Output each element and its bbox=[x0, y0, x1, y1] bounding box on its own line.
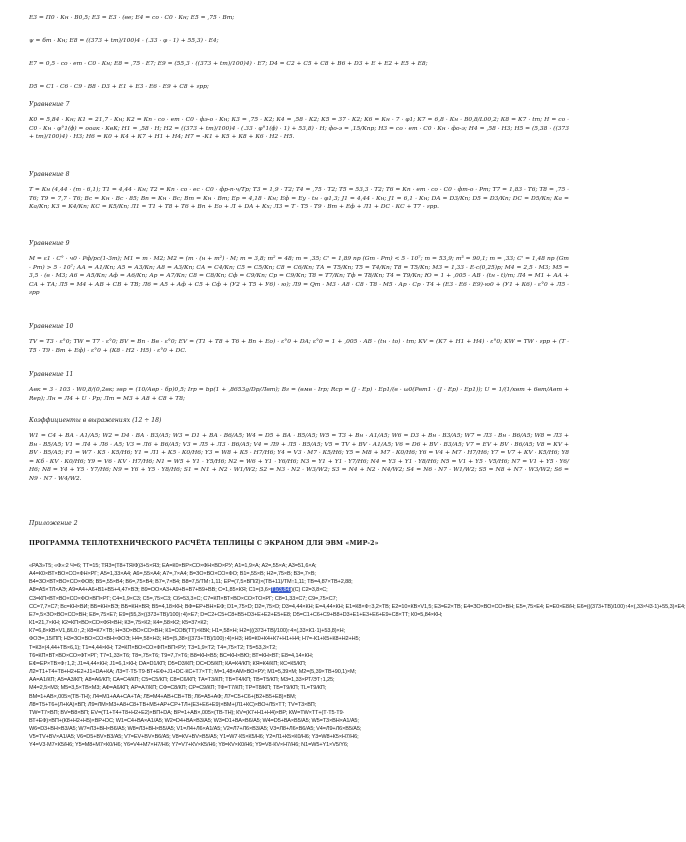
formula-paragraph: Т = Кн (4,44 · (т · 6,1); Т1 = 4,44 · Кн; Т2 = Кп · со · ес · С0 · фр-п·ч/Тр; Т3 = 1,9 · Т2; Т4 = ,75 · Т2; Т5 = 53,3 · Т2; Т6 = Кп · ет · со · С0 · фт-о · Рт; Т7 = 1,83 · Т6; Т8 = ,75 · Т6; Т9 = 7,7 · Т6; Вс = Кн · Вс · 85; Вп = Кн · Вс; Вт = Кн · Вт; Ер = 4,18 · Кн; Еф = Еу · tн · φ1,3; J1 = 4,44 · Кн; J1 = 6,1 · Кн; DA = D3/Кп; D5 = D3/Кп; DC = D5/Кп; Ка = Ка/Кп; К3 = К4/Кп; КС = К5/Кп; Л1 = Т1 + Т8 + Т6 + Вп + Ео + Л + DA + Кх; Л3 = Т · Т5 · Т9 · Вт + Еф + Л1 + DC · КС + Т7 · грр. bbox=[29, 187, 569, 211]
code-line: К1=21,7×КН; К2=КП×ВО×СО×ФЯ×ВН; К3=,75×К2; К4=,58×К2; К5=37×К2; bbox=[29, 620, 208, 627]
code-line: Л8=Т5+Т6+(Л+КА)×ВП; Л9=ЛМ×М3+А8+С8+ТВ+М5+АР+СР+ТЛ+(Е3+Е6+Е9)×ВМ+(Л1+КС)×ВО+Л5×ТТ; ТV=Т3×ВП; bbox=[29, 701, 317, 708]
section-heading: Коэффициенты в выражениях (12 ÷ 18) bbox=[29, 417, 162, 424]
selected-text-highlight[interactable]: Т1(3,84) bbox=[270, 587, 292, 594]
code-line: ВТ+ЕФ)×ВП+(К8+Н2+Н5)×ВР+DC; W1=С4+ВА×А1/А5; W2=D4+ВА×В3/А5; W3=D1+ВА×В6/А5; W4=D5+ВА×В5/А5; W5=Т3×ВН×А1/А5; bbox=[29, 717, 359, 724]
code-text: )(С) С2=3,8×С; bbox=[291, 587, 328, 594]
formula-line: Е3 = П0 · Кн · В0,5; Е3 = Е3 · (ве; Е4 = со · С0 · Кн; Е5 = ,75 · Вт; bbox=[29, 15, 235, 21]
section-heading: Уравнение 7 bbox=[29, 101, 70, 108]
code-line: С3=КП×ВТ×ВО×СО×ФО×ВП×РГ; С4=1,9×С3; С5=,75×С3; С6=53,3×С; С7=КП×ВТ×ВО×СО×ТО×РГ; С8=1,33×С7; С9=,75×С7; bbox=[29, 595, 338, 602]
formula-line: Е7 = 0,5 · со · ет · С0 · Кн; Е8 = ,75 · Е7; Е9 = (55,3 · ((373 + tт)/100)4) · Е7; D4 = С2 + С5 + С8 + В6 + D3 + Е + Е2 + Е5 + Е8; bbox=[29, 61, 428, 67]
code-line: М4=2,5×М3; М5=3,5×ТВ×М3; АФ=А6/КП; АР=А7/КП; СФ=С8/КП; СР=С9/КП; ТФ=Т7/КП; ТР=Т8/КП; ТБ=Т9/КП; ТL=Т9/КП; bbox=[29, 685, 327, 692]
code-line: ЕФ=ЕР×ТВ×Ф↑1,2; J1=4,44×КН; J1=6,1×КН; DA=D1/КП; D5=D3/КП; DC=D5/КП; КА=К4/КП; КЯ=К4/КП; КС=К5/КП; bbox=[29, 660, 307, 667]
code-line: Т6=КП×ВТ×ВО×СО×ФТ×РГ; Т7=1,33×Т6; Т8=,75×Т6; Т9=7,7×Т6; В8=КН×В5; ВС=КН×ВЮ; ВТ=КН×ВТ; Е8=4,14×КН; bbox=[29, 652, 314, 659]
section-heading: Уравнение 9 bbox=[29, 240, 70, 247]
code-line: W6=D3+ВН×В3/А5; W7=Л3+ВН×В6/А5; W8=Л3+ВН×В5/А5; V1=Л4+Л6×А1/А5; V2=Л7+Л6×В3/А5; V3=Л8+Л6×В6/А5; V4=Л9+Л6×В5/А5; bbox=[29, 726, 362, 733]
formula-line: D5 = С1 · С6 · С9 · В8 · D3 + Е1 + Е3 · Е6 · Е9 + С8 + грр; bbox=[29, 84, 209, 90]
code-line: АА=А1/КП; А5=А3/КП; А8=А6/КП; СА=С4/КП; С5=С5/КП; С8=С6/КП; ТА=Т3/КП; ТБ=Т4/КП; ТВ=Т5/КП; М3=1,33×РТ/ЭТ↑1,25; bbox=[29, 677, 335, 684]
code-line: «РАЗ»Т5; «Ф»:2 Ч=6; ТТ=15; ТЯ3=(Т8+ТЯ/Ф)3+5×Я3; ЕА=К0×ВР×СО×ФН×ВО×РУ; А1=1,9×А; А2=,55×А; А3=51,6×А; bbox=[29, 563, 317, 569]
code-line: Y4=V3·М7×К5/Н6; Y5=М8+М7×К0/Н6; Y6=V4+М7×Н7/Н6; Y7=V7+КV×К5/Н6; Y8=КV×К0/Н6; Y9=V8·КV×Н7/Н6; N1=W5+Y1×V5/Y6; bbox=[29, 742, 349, 749]
code-line: Т=К3×(4,44+ТВ×6,1); Т1=4,44×КН; Т2=КП×ВО×СО×ФП×ВП×РУ; Т3=1,9×Т2; Т4=,75×Т2; Т5=53,3×Т2; bbox=[29, 644, 277, 651]
program-listing bbox=[29, 562, 686, 750]
formula-paragraph: ТV = Т3 · ε°0; ТW = Т7 · ε°0; ВV = Вп · Вв · ε°0; ЕV = (Т1 + Т8 + Т6 + Вп + Ео) · ε°0 + DA; ε°0 = 1 + ,005 · АВ · (tн · tо) · tт; КV = (К7 + Н1 + Н4) · ε°0; КW = ТW · грр + (Т · Т5 · Т9 · Вт + Еф) · ε°0 + (К8 · Н2 · Н5) · ε°0 + DC. bbox=[29, 339, 569, 354]
code-line: К7=6,8×КВ×V1,8/L0↑,2; К8=К7×ТВ; Н=ЗО×ВО×СО×ВН; К1=СОВ(ТТ)×КВК; Н1=,58×Н; Н2=(((373+ТВ)/100)↑4×(,33×К1·1)+53,8)×Н; bbox=[29, 628, 346, 635]
formula-paragraph: М = ε1 · С° · ч0 · Рф/рс(1-3m); М1 = m · М2; М2 = (m · (н + m²) · М; m = 3,8; m² = 48; m = ,35; С' = 1,89 пр (Gт · Рт) < 5 · 10⁷; m = 53,9; m³ = 90,1; m = ,33; С' = 1,48 пр (Gт · Рт) > 5 · 10⁷; АА = А1/Кп; А5 = А3/Кп; А8 = А3/Кп; СА = С4/Кп; С5 = С5/Кп; С8 = С6/Кп; ТА = Т5/Кп; Т5 = Т4/Кп; Т8 = Т5/Кп; М3 = 1,33 · Е·с(0,25)р; М4 = 2,5 · М3; М5 = 3,5 · (в · М3; А6 = А5/Кп; Аф = А6/Кп; Ар = А7/Кп; С8 = С8/Кп; Сф = С9/Кп; Ср = С9/Кп; Т8 = Т7/Кп; Тф = Т8/Кп; Т4 = Т9/Кп; Ю = 1 + ,005 · АВ · (tн - t)/т; Л4 = М1 + АА + СА + ТА; Л5 = М4 + АВ + СВ + ТВ; Л6 = А5 + Аф + С5 + Сф + (У2 + Т5 + У6) · ю); Л9 = Qт · М3 · А8 · С8 · Т8 · М5 · Ар · Ср · Т4 + (Е3 · Е6 · Е9)·ю0 + (У1 + К6) · ε°0 + Л5 · грр bbox=[29, 256, 569, 297]
formula-paragraph: К0 = 5,84 · Кн; К1 = 21,7 · Кн; К2 = Кп · со · ет · С0 · фэ-о · Кн; К3 = ,75 · К2; К4 = ,58 · К2; К5 = 37 · К2; К6 = Кн · 7 · φ1; К7 = 6,8 · Кн · В0,8/L00,2; К8 = К7 · tт; Н = со · С0 · Кн · φ°1(ϕ) = ооак · КвК; Н1 = ,58 · Н; Н2 = ((373 + tт)/100)4 · (.33 · φ°1(ϕ) · 1) + 53,8) · Н; фо-э = ,15/Кпр; Н3 = со · ет · С0 · Кн · фо-э; Н4 = ,58 · Н3; Н5 = (5,38 · ((373 + tт)/100)4) · Н3; Н6 = К0 + К4 + К7 + Н1 + Н4; Н7 = -К1 + К5 + К8 + К6 · Н2 · Н5. bbox=[29, 117, 569, 141]
code-line: А4=К0×ВТ×ВО×СО×ФН×РГ; А5=1,33×А4; А6=,55×А4; А7=,7×А4; В=ЗО×ВО×СО×ФО; В1=,55×В; Н2=,75×В; В3=,7×В; bbox=[29, 571, 316, 578]
formula-line: ψ = бт · Кн; Е8 = ((373 + tт)/100)4 · (.33 · φ · 1) + 55,3) · Е4; bbox=[29, 38, 219, 44]
code-line: В4=ЗО×ВТ×ВО×СО×ФОВ; В5=,55×В4; В6=,75×В4; В7=,7×В4; В8=7,5/ТМ↑1,11; ЕР=(7,5×ВП/2)×(ТВ+11)/ТМ↑1,11; ТВ=4,87×ТВ+2,88; bbox=[29, 579, 353, 586]
code-text: А8=А5×ТЛ×АЭ; А9=А4+А6+В1+В5+4,47×ВЭ; В9=ОО×А3+А9+В+В7+В9+ВВ; С=1,85×КЯ; С1=(3,6× bbox=[29, 587, 271, 594]
code-line bbox=[29, 586, 570, 594]
code-line: СС=7,7×С7; Вс=КН×ВИ; ВБ=КН×ВЭ; ВБ=КН×ВЯ; В5=4,18×КН; ВФ=ЕР+ВН×ЕФ; D1=,75×D; D2=,75×D; D3=4,44×КН; Е=4,44×КН; Е1=К8×Ф↑3,2×ТВ; Е2=10×КВ×V1,5; Е3=Е2×ТВ; Е4=ЗО×ВО×СО×ВН; Е5=,75×Е4; Е=Е0×Е8/Н; Е6=(((373+ТВ)/100)↑4×(,33×Ч3·1)+55,3)×Е4; bbox=[29, 603, 686, 610]
code-line: ВМ=1+АВ×,005×(ТВ-ТН); Л4=М1+АА+СА+ТА; Л5=М4+АВ+СВ+ТВ; Л6=А5+АФ; Л7=С5+С6+(В2+В5+Е8)×ВМ; bbox=[29, 693, 297, 700]
appendix-label: Приложение 2 bbox=[29, 520, 78, 527]
section-heading: Уравнение 10 bbox=[29, 323, 74, 330]
code-line: ТW=Т7×ВП; ВV=В8×ВП; ЕV=(Т1+Т4+Т8+Н2+Е2)×ВП+DA; ВР=1+АВ×,005×(ТВ-ТН); КV=(К7+Н1+Н4)×ВР; КW=ТW×ТТ+(Т·Т5·Т9· bbox=[29, 709, 345, 716]
section-heading: Уравнение 11 bbox=[29, 371, 74, 378]
section-heading: Уравнение 8 bbox=[29, 171, 70, 178]
appendix-title: ПРОГРАММА ТЕПЛОТЕХНИЧЕСКОГО РАСЧЁТА ТЕПЛИЦЫ С ЭКРАНОМ ДЛЯ ЭВМ «МИР-2» bbox=[29, 540, 379, 547]
code-line: Л2=Т1+Т4+Т8+Н2+Е2+J1+DA+КА; Л3=Т·Т5·Т9·ВТ+ЕФ+J1+DC·КС+Т7×ТТ; М=1,48×АМ×ВО×РУ; М1=5,39×М; М2=(5,39×ТВ+90,1)×М; bbox=[29, 669, 356, 676]
code-line: Е7=,5×ЗО×ВО×СО×ВН; Е8=,75×Е7; Е9=(55,3×((373+ТВ)/100)↑4)×Е7; D=С2+С5+С8+В5+D3+Е+Е2+Е5+Е8; D5=С1+С6+С9+В8+D3+Е1+Е3+Е6+Е9+С8×ТТ; К0=5,84×КН; bbox=[29, 611, 443, 618]
code-line: ФОЭ=,15/ПП; Н3=ЗО×ВО×СО×ВН×ФОЭ; Н4=,58×Н3; Н5=(5,38×((373+ТВ)/100)↑4)×Н3; Н6=К0+К4+К7+Н1+Н4; Н7=-К1+К5+К8+Н2+Н5; bbox=[29, 636, 360, 643]
code-line: V5=ТV+ВV×А1/А5; V6=D5+ВV×В3/А5; V7=ЕV+ВV×В6/А5; V8=КV+ВV×В5/А5; Y1=W7·К5×К5/Н6; Y2=Л1+К5×К0/Н6; Y3=W8+К5×Н7/Н6; bbox=[29, 734, 359, 741]
formula-paragraph: W1 = С4 + ВА · А1/А5; W2 = D4 · ВА · В3/А5; W3 = D1 + ВА · В6/А5; W4 = D5 + ВА · В5/А5; W5 = Т3 + Вн · А1/А5; W6 = D3 + Вн · В3/А5; W7 = Л3 · Вн · В6/А5; W8 = Л3 + Вн · В5/А5; V1 = Л4 + Л6 · А5; V3 = Л6 + В6/А5; V3 = Л5 + Л3 · В6/А5; V4 = Л9 + Л5 · В5/А5; V5 = ТV + ВV · А1/А5; V6 = D6 + ВV · В3/А5; V7 = ЕV + ВV · В6/А5; V8 = КV + ВV · В5/А5; F1 = W7 · К5 · К5/Н6; Y1 = Л1 + К5 · К0/Н6; Y3 = W8 + К5 · Н7/Н6; Y4 = V3 · М7 · К5/Н6; Y5 = М8 + М7 · К0/Н6; Y6 = V4 + М7 · Н7/Н6; Y7 = V7 + КV · К5/Н6; Y8 = Кб · КV · К0/Н6; Y9 = V6 · КV · Н7/Н6; N1 = W5 + Y1 · Y5/Н6; N2 = W6 + Y1 · Y6/Н6; N3 = Y1 + Y1 · Y7/Н6; N4 = Y3 + Y1 · Y8/Н6; N5 = V1 + Y5 · V5/Н6; N7 = V1 + Y5 · Y6/Н6; N8 = Y4 + Y5 · Y7/Н6; N9 = Y6 + Y5 · Y8/Н6; S1 = N1 + N2 · W1/W2; S2 = N3 · N2 · W3/W2; S3 = N4 + N2 · N4/W2; S4 = N6 · N7 · W1/W2; S5 = N8 + N7 · W3/W2; S6 = N9 · N7 · W4/W2. bbox=[29, 433, 569, 482]
formula-paragraph: Авк = 3 · 103 · W0,8/(0,2вк; гвр = (10/Авр · бр)0,5; Irp = bp(1 + ,8653g/Dp/Лвт); Вг = (вмв · Irp; Rcp = (J · Ep) · Ep1/(в · ω0(Рвт1 · (J · Ep) · Ep1)); U = 1/(1/квт + 6вт/Авт + Rep); Лн = Л4 + U · Рр; Лт = М3 + А8 + С8 + Т8; bbox=[29, 387, 569, 402]
